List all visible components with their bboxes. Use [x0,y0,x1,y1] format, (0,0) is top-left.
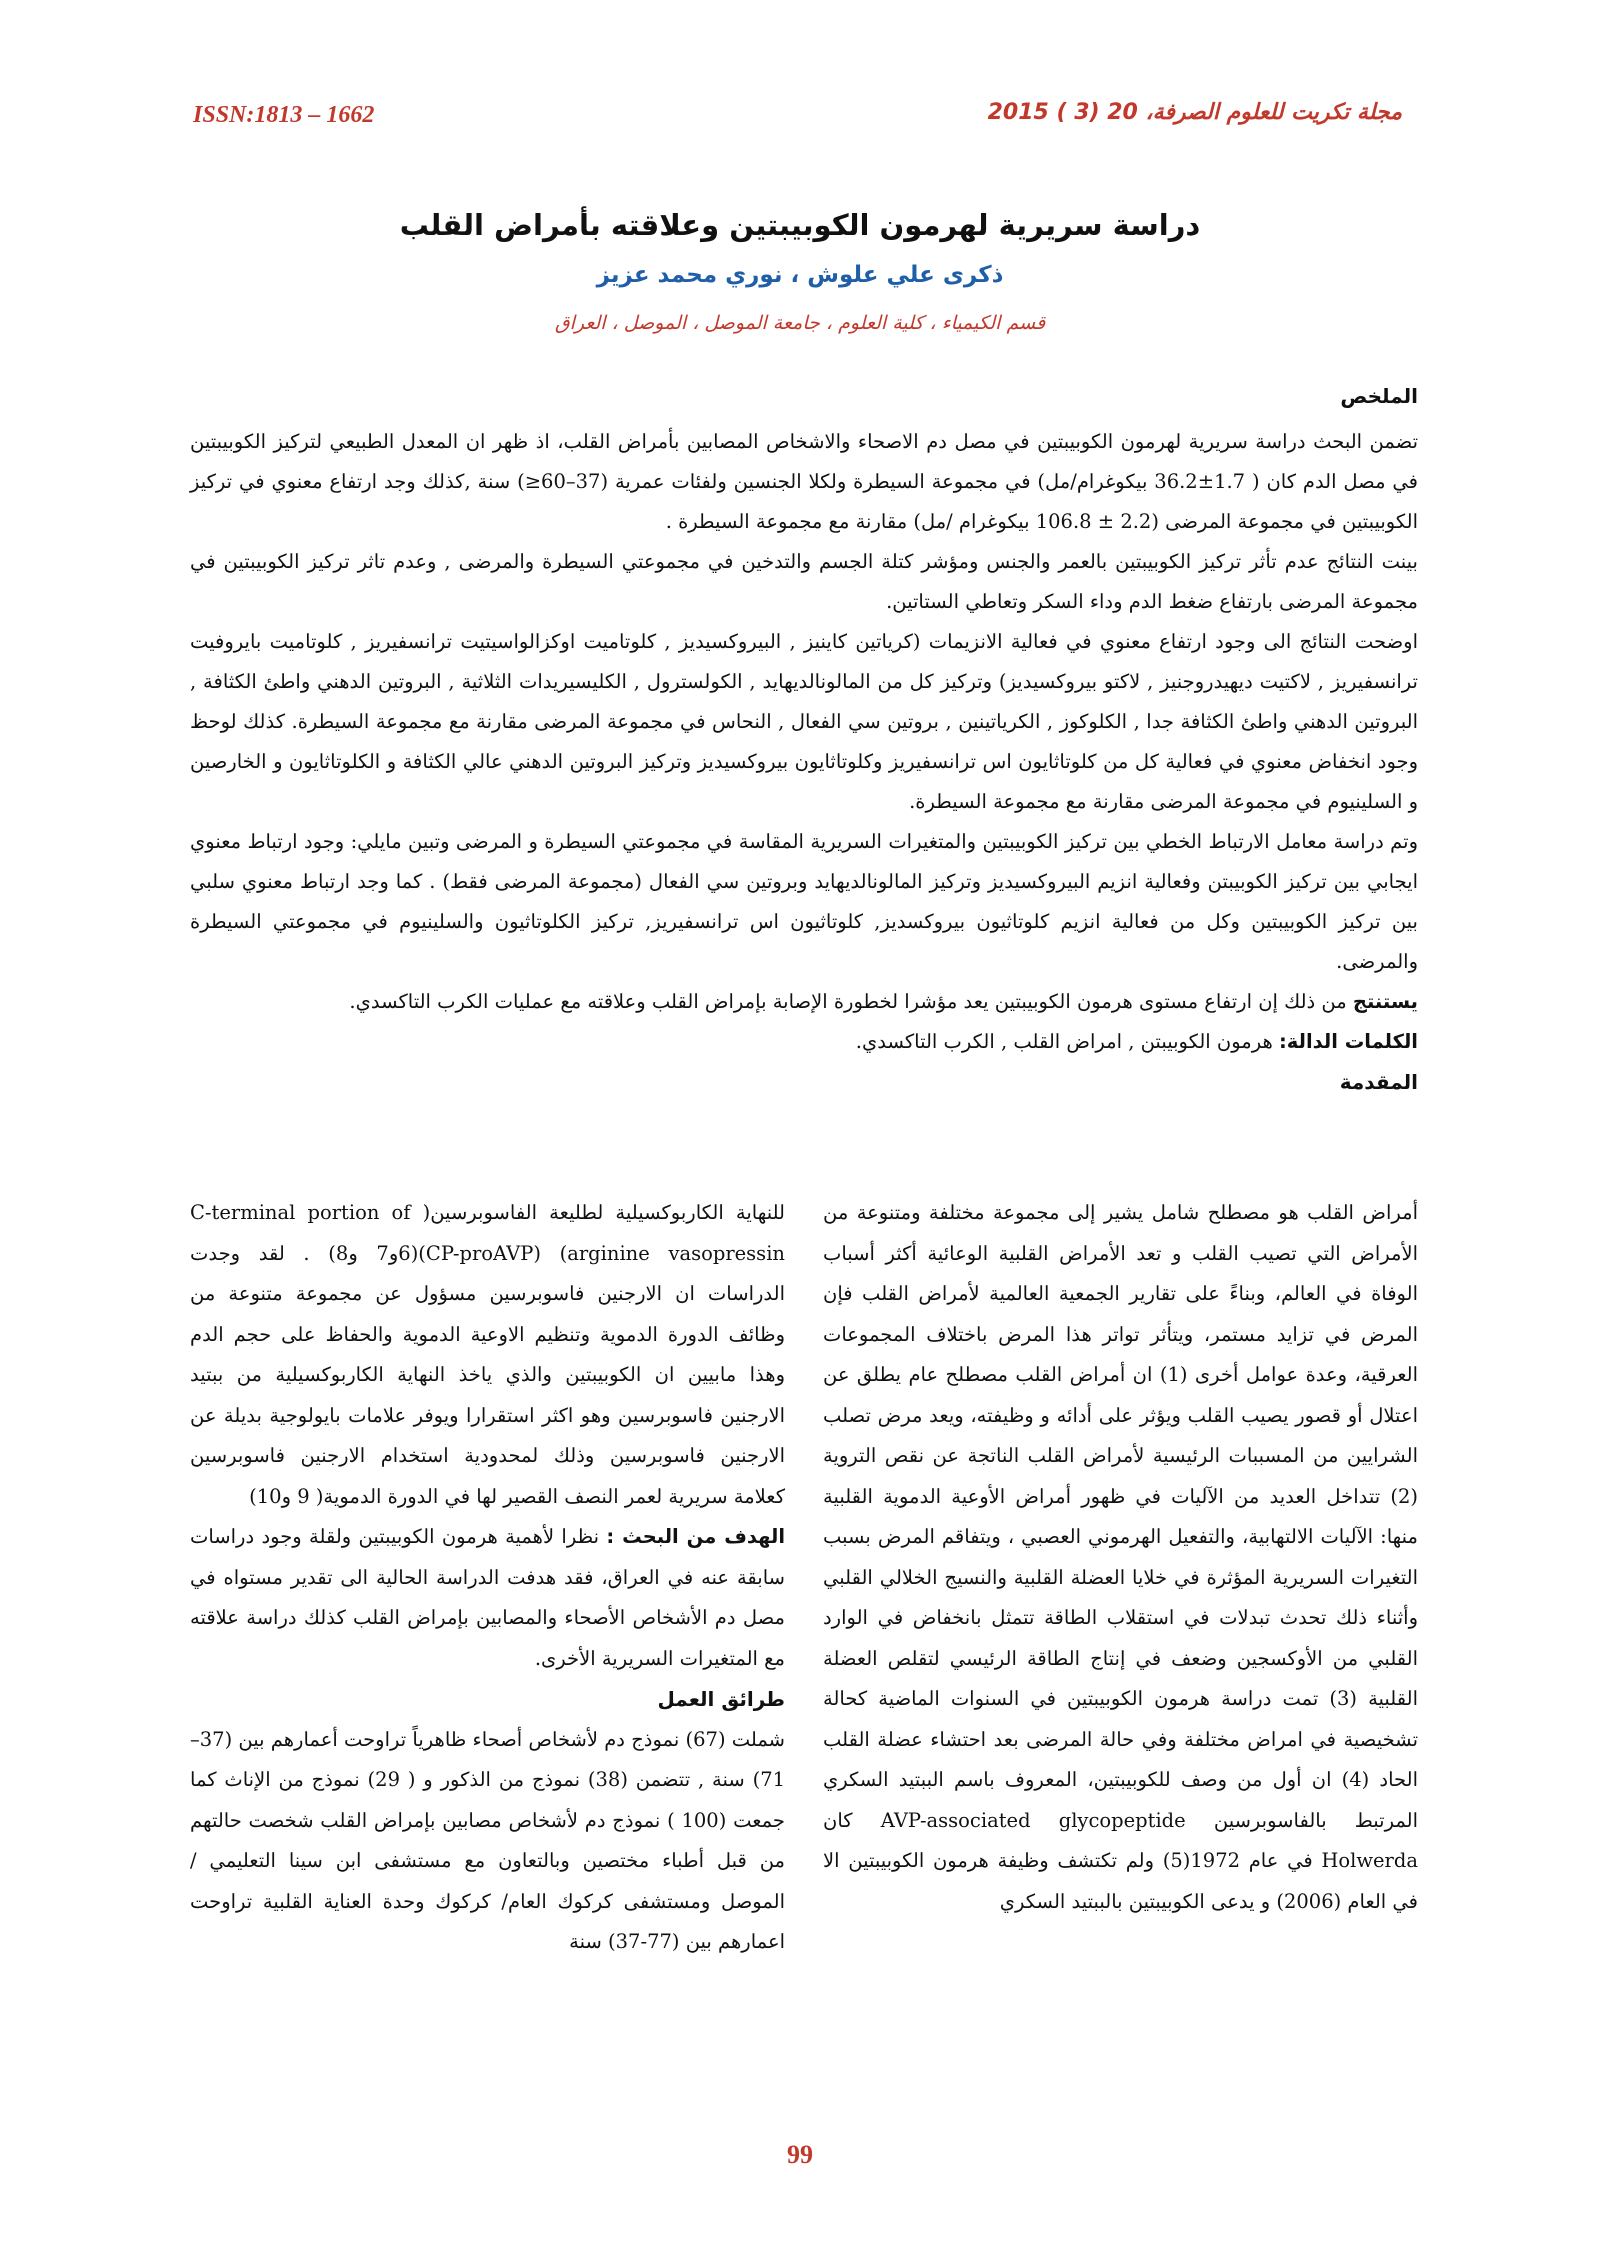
intro-right-text: أمراض القلب هو مصطلح شامل يشير إلى مجموعة مختلفة ومتنوعة من الأمراض التي تصيب القلب و تعد الأمراض القلبية الوعائية أكثر أسباب الوفاة في العالم، وبناءً على تقارير الجمعية العالمية لأمراض القلب فإن المرض في تزايد مستمر، ويتأثر تواتر هذا المرض باختلاف المجموعات العرقية، وعدة عوامل أخرى (1) ان أمراض القلب مصطلح عام يطلق عن اعتلال أو قصور يصيب القلب ويؤثر على أدائه و وظيفته، ويعد مرض تصلب الشرايين من المسببات الرئيسية لأمراض القلب الناتجة عن نقص التروية (2) تتداخل العديد من الآليات في ظهور أمراض الأوعية الدموية القلبية منها: الآليات الالتهابية، والتفعيل الهرموني العصبي ، ويتفاقم المرض بسبب التغيرات السريرية المؤثرة في خلايا العضلة القلبية والنسيج الخلالي القلبي وأثناء ذلك تحدث تبدلات في استقلاب الطاقة تتمثل بانخفاض في الوارد القلبي من الأوكسجين وضعف في إنتاج الطاقة الرئيسي لتقلص العضلة القلبية (3) تمت دراسة هرمون الكوبيبتين في السنوات الماضية كحالة تشخيصية في امراض مختلفة وفي حالة المرضى بعد احتشاء عضلة القلب الحاد (4) ان أول من وصف للكوبيبتين، المعروف باسم الببتيد السكري المرتبط بالفاسوبرسين AVP-associated glycopeptide كان Holwerda في عام 1972(5) ولم تكتشف وظيفة هرمون الكوبيبتين الا في العام (2006) و يدعى الكوبيبتين بالببتيد السكري [823,1201,1418,1913]
paper-title: دراسة سريرية لهرمون الكوبيبتين وعلاقته بأمراض القلب [399,208,1201,242]
paper-authors: ذكرى علي علوش ، نوري محمد عزيز [596,262,1004,288]
page-number: 99 [787,2140,813,2169]
keywords-label: الكلمات الدالة: [1279,1030,1418,1053]
paper-affiliation: قسم الكيمياء ، كلية العلوم ، جامعة الموصل ، الموصل ، العراق [554,312,1046,334]
intro-heading: المقدمة [1339,1070,1418,1094]
conclusion-label: يستنتج [1352,990,1418,1013]
intro-left-column [190,1193,785,1963]
aim-text: نظرا لأهمية هرمون الكوبيبتين ولقلة وجود دراسات سابقة عنه في العراق، فقد هدفت الدراسة الحالية الى تقدير مستواه في مصل دم الأشخاص الأصحاء والمصابين بإمراض القلب كذلك دراسة علاقته مع المتغيرات السريرية الأخرى. [190,1525,785,1670]
issn-header: ISSN:1813 – 1662 [193,102,375,128]
methods-text: شملت (67) نموذج دم لأشخاص أصحاء ظاهرياً تراوحت أعمارهم بين (37–71) سنة , تتضمن (38) نموذج من الذكور و ( 29) نموذج من الإناث كما جمعت (100 ) نموذج دم لأشخاص مصابين بإمراض القلب شخصت حالتهم من قبل أطباء مختصين وبالتعاون مع مستشفى ابن سينا التعليمي / الموصل ومستشفى كركوك العام/ كركوك وحدة العناية القلبية تراوحت اعمارهم بين (77-37) سنة [190,1727,786,1953]
keywords-text: هرمون الكوبيبتن , امراض القلب , الكرب التاكسدي. [855,1030,1273,1053]
abstract-paragraph-1: تضمن البحث دراسة سريرية لهرمون الكوبيبتين في مصل دم الاصحاء والاشخاص المصابين بأمراض القلب، اذ ظهر ان المعدل الطبيعي لتركيز الكوبيبتين في مصل الدم كان ( 1.7±36.2 بيكوغرام/مل) في مجموعة السيطرة ولكلا الجنسين ولفئات عمرية (37–60≤) سنة ,كذلك وجد ارتفاع معنوي في تركيز الكوبيبتين في مجموعة المرضى (2.2 ± 106.8 بيكوغرام /مل) مقارنة مع مجموعة السيطرة . [190,430,1418,533]
conclusion-paragraph [190,982,1418,1022]
intro-left-text: للنهاية الكاربوكسيلية لطليعة الفاسوبرسين( C-terminal portion of arginine vasopressin) (CP-proAVP)(6و7 و8) . لقد وجدت الدراسات ان الارجنين فاسوبرسين مسؤول عن مجموعة متنوعة من وظائف الدورة الدموية وتنظيم الاوعية الدموية والحفاظ على حجم الدم وهذا مابيين ان الكوبيبتين والذي ياخذ النهاية الكاربوكسيلية من ببتيد الارجنين فاسوبرسين وهو اكثر استقرارا ويوفر علامات بايولوجية بديلة عن الارجنين فاسوبرسين وذلك لمحدودية استخدام الارجنين فاسوبرسين كعلامة سريرية لعمر النصف القصير لها في الدورة الدموية( 9 و10) [190,1201,785,1508]
abstract-paragraph-3: اوضحت النتائج الى وجود ارتفاع معنوي في فعالية الانزيمات (كرياتين كاينيز , البيروكسيديز , كلوتاميت اوكزالواسيتيت ترانسفيريز , كلوتاميت بايروفيت ترانسفيريز , لاكتيت ديهيدروجنيز , لاكتو بيروكسيديز) وتركيز كل من المالونالديهايد , الكولسترول , الكليسيريدات الثلاثية , البروتين الدهني واطئ الكثافة , البروتين الدهني واطئ الكثافة جدا , الكلوكوز , الكرياتينين , بروتين سي الفعال , النحاس في مجموعة المرضى مقارنة مع مجموعة السيطرة. كذلك لوحظ وجود انخفاض معنوي في فعالية كل من كلوتاثايون اس ترانسفيريز وكلوتاثايون بيروكسيديز وتركيز البروتين الدهني عالي الكثافة و الكلوتاثايون و الخارصين و السلينيوم في مجموعة المرضى مقارنة مع مجموعة السيطرة. [190,630,1419,813]
abstract-section [190,376,1418,1108]
journal-header: مجلة تكريت للعلوم الصرفة، 20 (3 ) 2015 [987,100,1402,125]
abstract-heading: الملخص [1340,384,1418,408]
keywords-paragraph [190,1022,1418,1062]
intro-right-column [823,1193,1418,1922]
aim-label: الهدف من البحث : [606,1525,786,1548]
methods-heading: طرائق العمل [657,1687,785,1711]
abstract-paragraph-4: وتم دراسة معامل الارتباط الخطي بين تركيز الكوبيبتين والمتغيرات السريرية المقاسة في مجموعتي السيطرة و المرضى وتبين مايلي: وجود ارتباط معنوي ايجابي بين تركيز الكوبيبتن وفعالية انزيم البيروكسيديز وتركيز المالونالديهايد وبروتين سي الفعال (مجموعة المرضى فقط) . كما وجد ارتباط معنوي سلبي بين تركيز الكوبيبتين وكل من فعالية انزيم كلوتاثيون بيروكسديز, كلوتاثيون اس ترانسفيريز, تركيز الكلوتاثيون والسلينيوم في مجموعتي السيطرة والمرضى. [190,830,1418,973]
aim-paragraph [190,1517,785,1679]
abstract-paragraph-2: بينت النتائج عدم تأثر تركيز الكوبيبتين بالعمر والجنس ومؤشر كتلة الجسم والتدخين في مجموعتي السيطرة والمرضى , وعدم تاثر تركيز الكوبيبتين في مجموعة المرضى بارتفاع ضغط الدم وداء السكر وتعاطي الستاتين. [190,550,1418,613]
conclusion-text: من ذلك إن ارتفاع مستوى هرمون الكوبيبتين يعد مؤشرا لخطورة الإصابة بإمراض القلب وعلاقته مع عمليات الكرب التاكسدي. [349,990,1347,1013]
